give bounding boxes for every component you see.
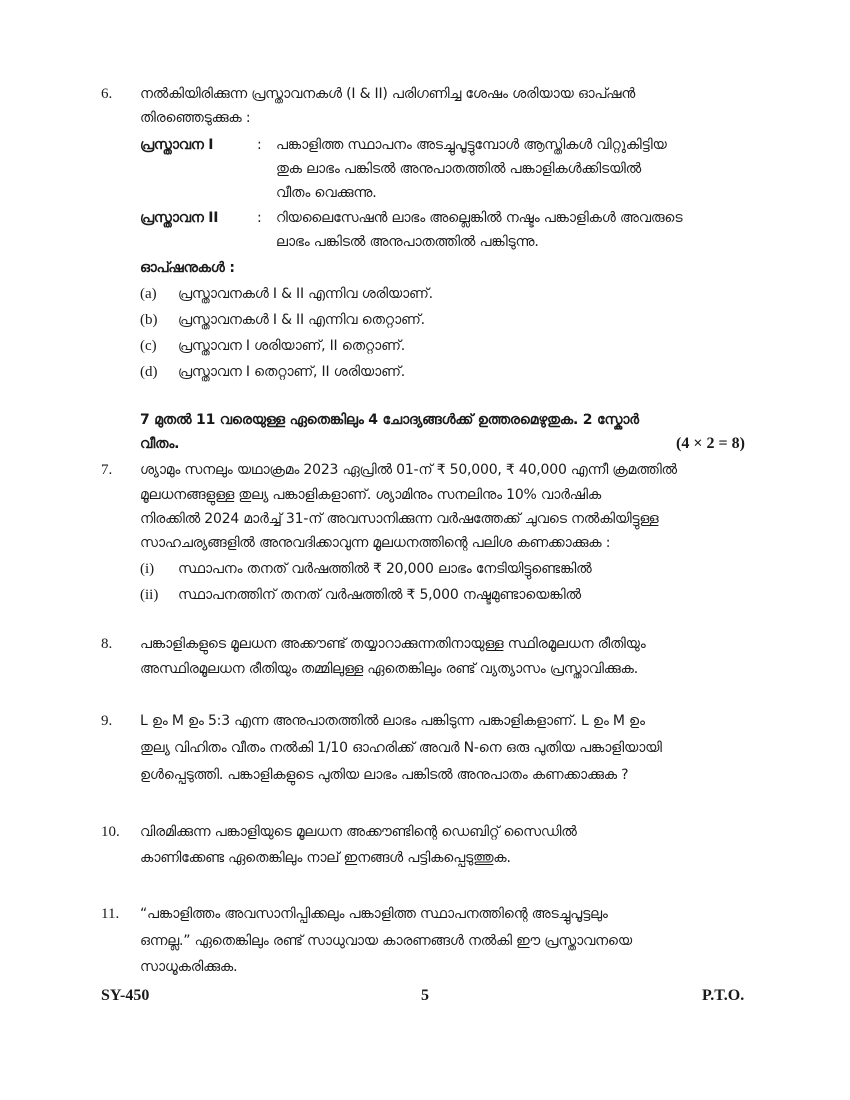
question-text-line <box>140 86 716 102</box>
statement-2-line: റിയലൈസേഷൻ ലാഭം അല്ലെങ്കിൽ നഷ്ടം പങ്കാളികൾ അവരുടെ <box>276 210 683 226</box>
statement-2-line: ലാഭം പങ്കിടൽ അനുപാതത്തിൽ പങ്കിടുന്നു. <box>276 234 539 250</box>
question-number: 7. <box>101 462 113 478</box>
sub-label: (i) <box>140 561 155 577</box>
statement-1-label: പ്രസ്താവന I <box>140 137 214 153</box>
statement-1-line: വീതം വെക്കുന്നു. <box>276 185 377 201</box>
question-text-line: സാധൂകരിക്കുക. <box>140 959 238 975</box>
page-number: 5 <box>421 987 429 1004</box>
instruction-line: 7 മുതൽ 11 വരെയുള്ള ഏതെങ്കിലും 4 ചോദ്യങ്ങൾക്ക് ഉത്തരമെഴുതുക. 2 സ്കോർ <box>140 412 639 428</box>
instruction-line: വീതം. <box>140 436 180 452</box>
question-text-line: വിരമിക്കുന്ന പങ്കാളിയുടെ മൂലധന അക്കൗണ്ടിന്റെ ഡെബിറ്റ് സൈഡിൽ <box>140 824 577 840</box>
question-text-line: കാണിക്കേണ്ട ഏതെങ്കിലും നാല് ഇനങ്ങൾ പട്ടികപ്പെടുത്തുക. <box>140 850 511 866</box>
statement-1-line: പങ്കാളിത്ത സ്ഥാപനം അടച്ചുപൂട്ടുമ്പോൾ ആസ്തികൾ വിറ്റുകിട്ടിയ <box>276 137 667 153</box>
statement-1-colon: : <box>257 137 262 153</box>
options-heading: ഓപ്ഷനുകൾ : <box>140 260 235 276</box>
statement-1-line: തുക ലാഭം പങ്കിടൽ അനുപാതത്തിൽ പങ്കാളികൾക്കിടയിൽ <box>276 161 641 177</box>
option-label: (b) <box>140 312 158 328</box>
option-label: (d) <box>140 364 158 380</box>
question-text-line: ശ്യാമും സനലും യഥാക്രമം 2023 ഏപ്രിൽ 01-ന് ₹ 50,000, ₹ 40,000 എന്നീ ക്രമത്തിൽ <box>140 462 677 478</box>
question-number: 9. <box>101 713 113 729</box>
sub-text: സ്ഥാപനം തനത് വർഷത്തിൽ ₹ 20,000 ലാഭം നേടിയിട്ടുണ്ടെങ്കിൽ <box>178 561 592 577</box>
question-text: നൽകിയിരിക്കുന്ന പ്രസ്താവനകൾ (I & II) പരിഗണിച്ച ശേഷം ശരിയായ ഓപ്ഷൻ <box>140 86 636 102</box>
pto-label: P.T.O. <box>702 987 745 1004</box>
question-text-line: സാഹചര്യങ്ങളിൽ അനുവദിക്കാവുന്ന മൂലധനത്തിന്റെ പലിശ കണക്കാക്കുക : <box>140 535 611 551</box>
statement-2-colon: : <box>257 210 262 226</box>
question-text-line: അസ്ഥിരമൂലധന രീതിയും തമ്മിലുള്ള ഏതെങ്കിലും രണ്ട് വ്യത്യാസം പ്രസ്താവിക്കുക. <box>140 661 638 677</box>
question-text-line: മൂലധനങ്ങളുള്ള തുല്യ പങ്കാളികളാണ്. ശ്യാമിനും സനലിനും 10% വാർഷിക <box>140 487 602 503</box>
statement-2-label: പ്രസ്താവന II <box>140 210 219 226</box>
option-text: പ്രസ്താവന I ശരിയാണ്, II തെറ്റാണ്. <box>178 338 405 354</box>
question-number: 11. <box>101 906 120 922</box>
question-number: 6. <box>101 86 113 102</box>
question-text-line: ഉൾപ്പെടുത്തി. പങ്കാളികളുടെ പുതിയ ലാഭം പങ്കിടൽ അനുപാതം കണക്കാക്കുക ? <box>140 767 629 783</box>
question-text-line: ഒന്നല്ല.” ഏതെങ്കിലും രണ്ട് സാധുവായ കാരണങ്ങൾ നൽകി ഈ പ്രസ്താവനയെ <box>140 933 633 949</box>
sub-text: സ്ഥാപനത്തിന് തനത് വർഷത്തിൽ ₹ 5,000 നഷ്ടമുണ്ടായെങ്കിൽ <box>178 587 581 603</box>
question-text-line: തിരഞ്ഞെടുക്കുക : <box>140 110 251 126</box>
question-text-line: തുല്യ വിഹിതം വീതം നൽകി 1/10 ഓഹരിക്ക് അവർ N-നെ ഒരു പുതിയ പങ്കാളിയായി <box>140 740 662 756</box>
option-text: പ്രസ്താവനകൾ I & II എന്നിവ ശരിയാണ്. <box>178 286 433 302</box>
question-number: 8. <box>101 636 113 652</box>
question-text-line: L ഉം M ഉം 5:3 എന്ന അനുപാതത്തിൽ ലാഭം പങ്കിടുന്ന പങ്കാളികളാണ്. L ഉം M ഉം <box>140 713 645 729</box>
option-text: പ്രസ്താവനകൾ I & II എന്നിവ തെറ്റാണ്. <box>178 312 425 328</box>
sub-label: (ii) <box>140 587 159 603</box>
marks-allocation: (4 × 2 = 8) <box>676 435 745 452</box>
question-text-line: “പങ്കാളിത്തം അവസാനിപ്പിക്കലും പങ്കാളിത്ത സ്ഥാപനത്തിന്റെ അടച്ചുപൂട്ടലും <box>140 906 608 922</box>
question-text-line: പങ്കാളികളുടെ മൂലധന അക്കൗണ്ട് തയ്യാറാക്കുന്നതിനായുള്ള സ്ഥിരമൂലധന രീതിയും <box>140 636 646 652</box>
question-number: 10. <box>101 824 120 840</box>
paper-code: SY-450 <box>101 987 150 1004</box>
option-text: പ്രസ്താവന I തെറ്റാണ്, II ശരിയാണ്. <box>178 364 405 380</box>
option-label: (c) <box>140 338 157 354</box>
option-label: (a) <box>140 286 157 302</box>
question-text-line: നിരക്കിൽ 2024 മാർച്ച് 31-ന് അവസാനിക്കുന്ന വർഷത്തേക്ക് ചുവടെ നൽകിയിട്ടുള്ള <box>140 511 659 527</box>
